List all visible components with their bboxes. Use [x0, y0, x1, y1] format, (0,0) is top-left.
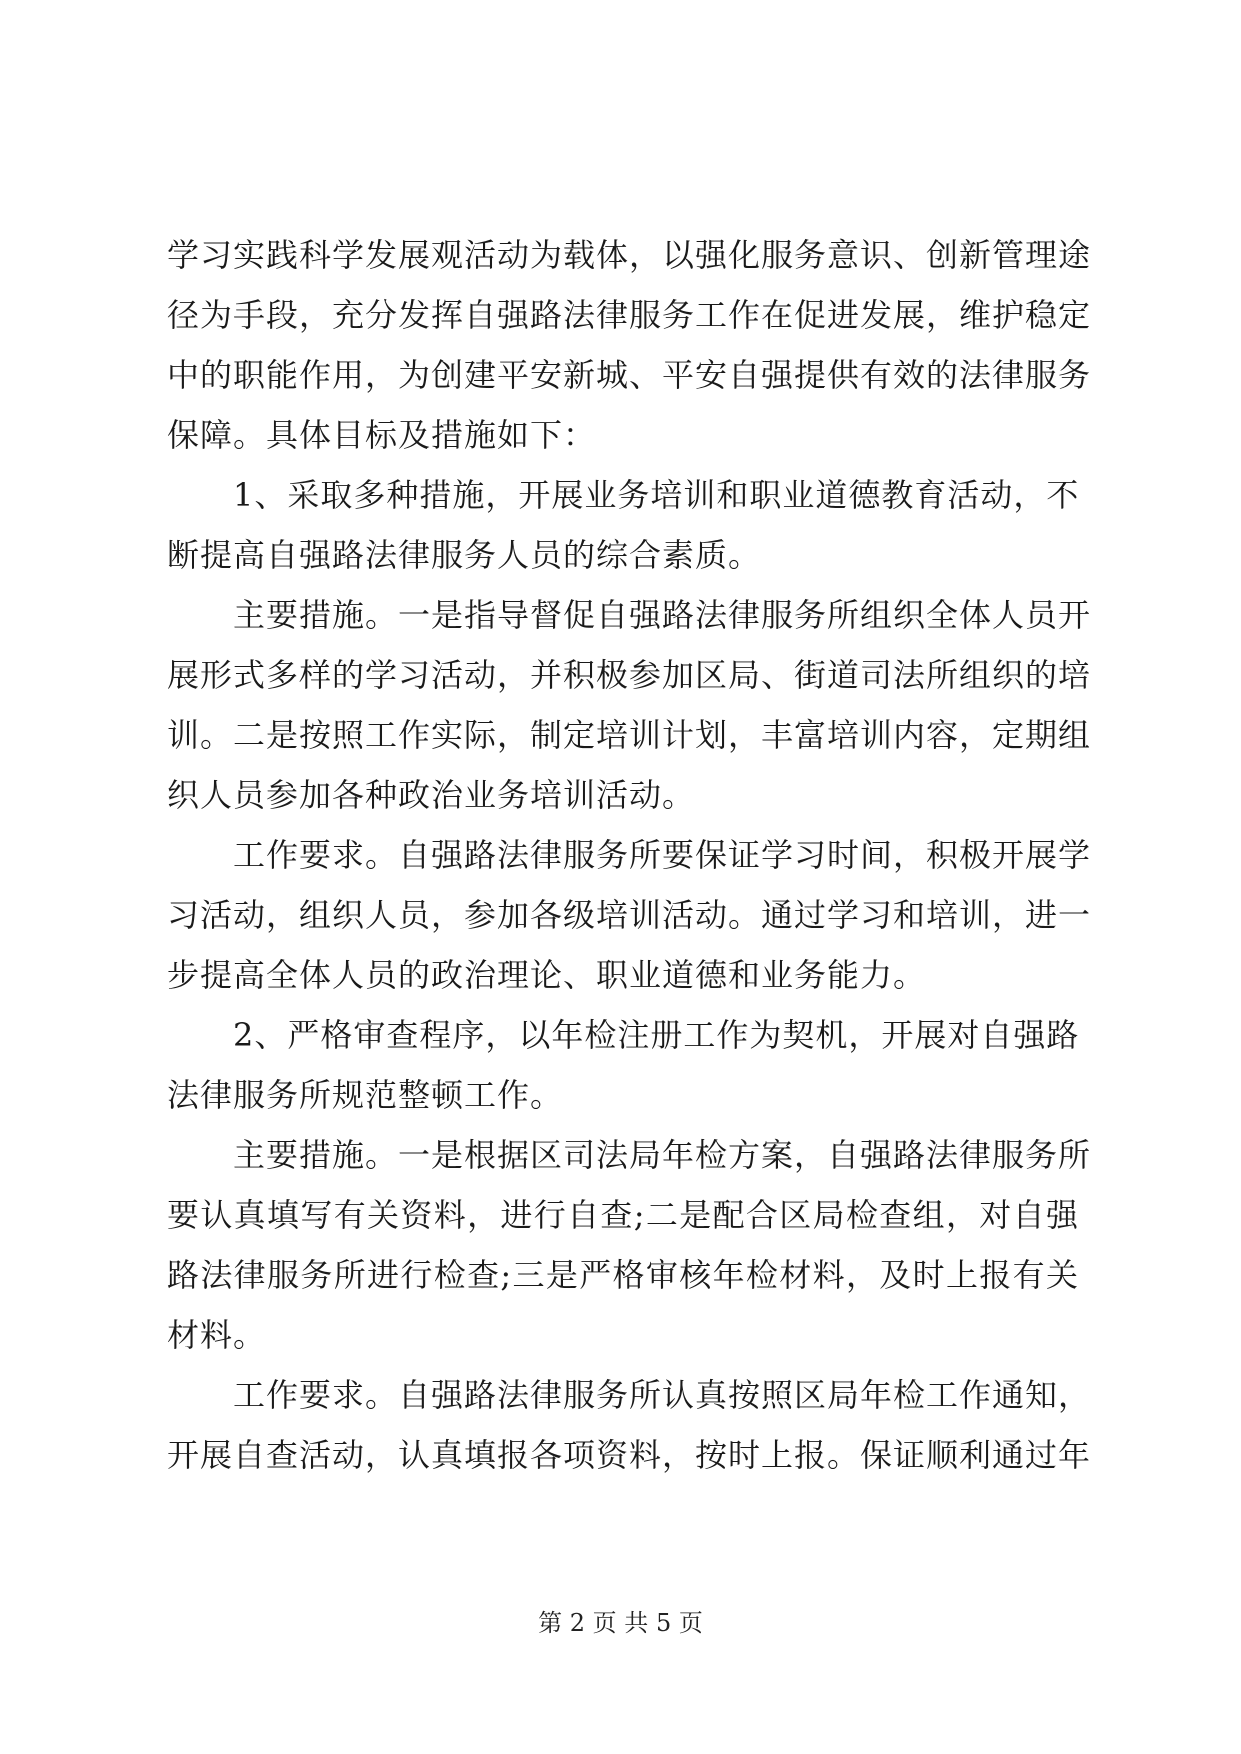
text-line: 要认真填写有关资料，进行自查;二是配合区局检查组，对自强: [167, 1196, 1079, 1234]
text-line: 工作要求。自强路法律服务所认真按照区局年检工作通知，: [233, 1376, 1092, 1414]
text-line: 织人员参加各种政治业务培训活动。: [167, 776, 696, 814]
text-line: 主要措施。一是根据区司法局年检方案，自强路法律服务所: [233, 1136, 1092, 1174]
text-line: 习活动，组织人员，参加各级培训活动。通过学习和培训，进一: [167, 896, 1092, 934]
text-line: 1、采取多种措施，开展业务培训和职业道德教育活动，不: [233, 476, 1080, 514]
text-line: 中的职能作用，为创建平安新城、平安自强提供有效的法律服务: [167, 356, 1092, 394]
text-line: 断提高自强路法律服务人员的综合素质。: [167, 536, 762, 574]
text-line: 步提高全体人员的政治理论、职业道德和业务能力。: [167, 956, 927, 994]
text-line: 展形式多样的学习活动，并积极参加区局、街道司法所组织的培: [167, 656, 1092, 694]
text-line: 训。二是按照工作实际，制定培训计划，丰富培训内容，定期组: [167, 716, 1092, 754]
text-line: 保障。具体目标及措施如下：: [167, 416, 597, 454]
text-line: 工作要求。自强路法律服务所要保证学习时间，积极开展学: [233, 836, 1092, 874]
text-line: 学习实践科学发展观活动为载体，以强化服务意识、创新管理途: [167, 236, 1092, 274]
text-line: 法律服务所规范整顿工作。: [167, 1076, 564, 1114]
body-text: [167, 225, 1092, 1485]
text-line: 径为手段，充分发挥自强路法律服务工作在促进发展，维护稳定: [167, 296, 1092, 334]
text-line: 路法律服务所进行检查;三是严格审核年检材料，及时上报有关: [167, 1256, 1079, 1294]
text-line: 开展自查活动，认真填报各项资料，按时上报。保证顺利通过年: [167, 1436, 1092, 1474]
text-line: 材料。: [167, 1316, 267, 1354]
text-line: 主要措施。一是指导督促自强路法律服务所组织全体人员开: [233, 596, 1092, 634]
text-line: 2、严格审查程序，以年检注册工作为契机，开展对自强路: [233, 1016, 1080, 1054]
page-number-footer: 第 2 页 共 5 页: [538, 1609, 703, 1637]
